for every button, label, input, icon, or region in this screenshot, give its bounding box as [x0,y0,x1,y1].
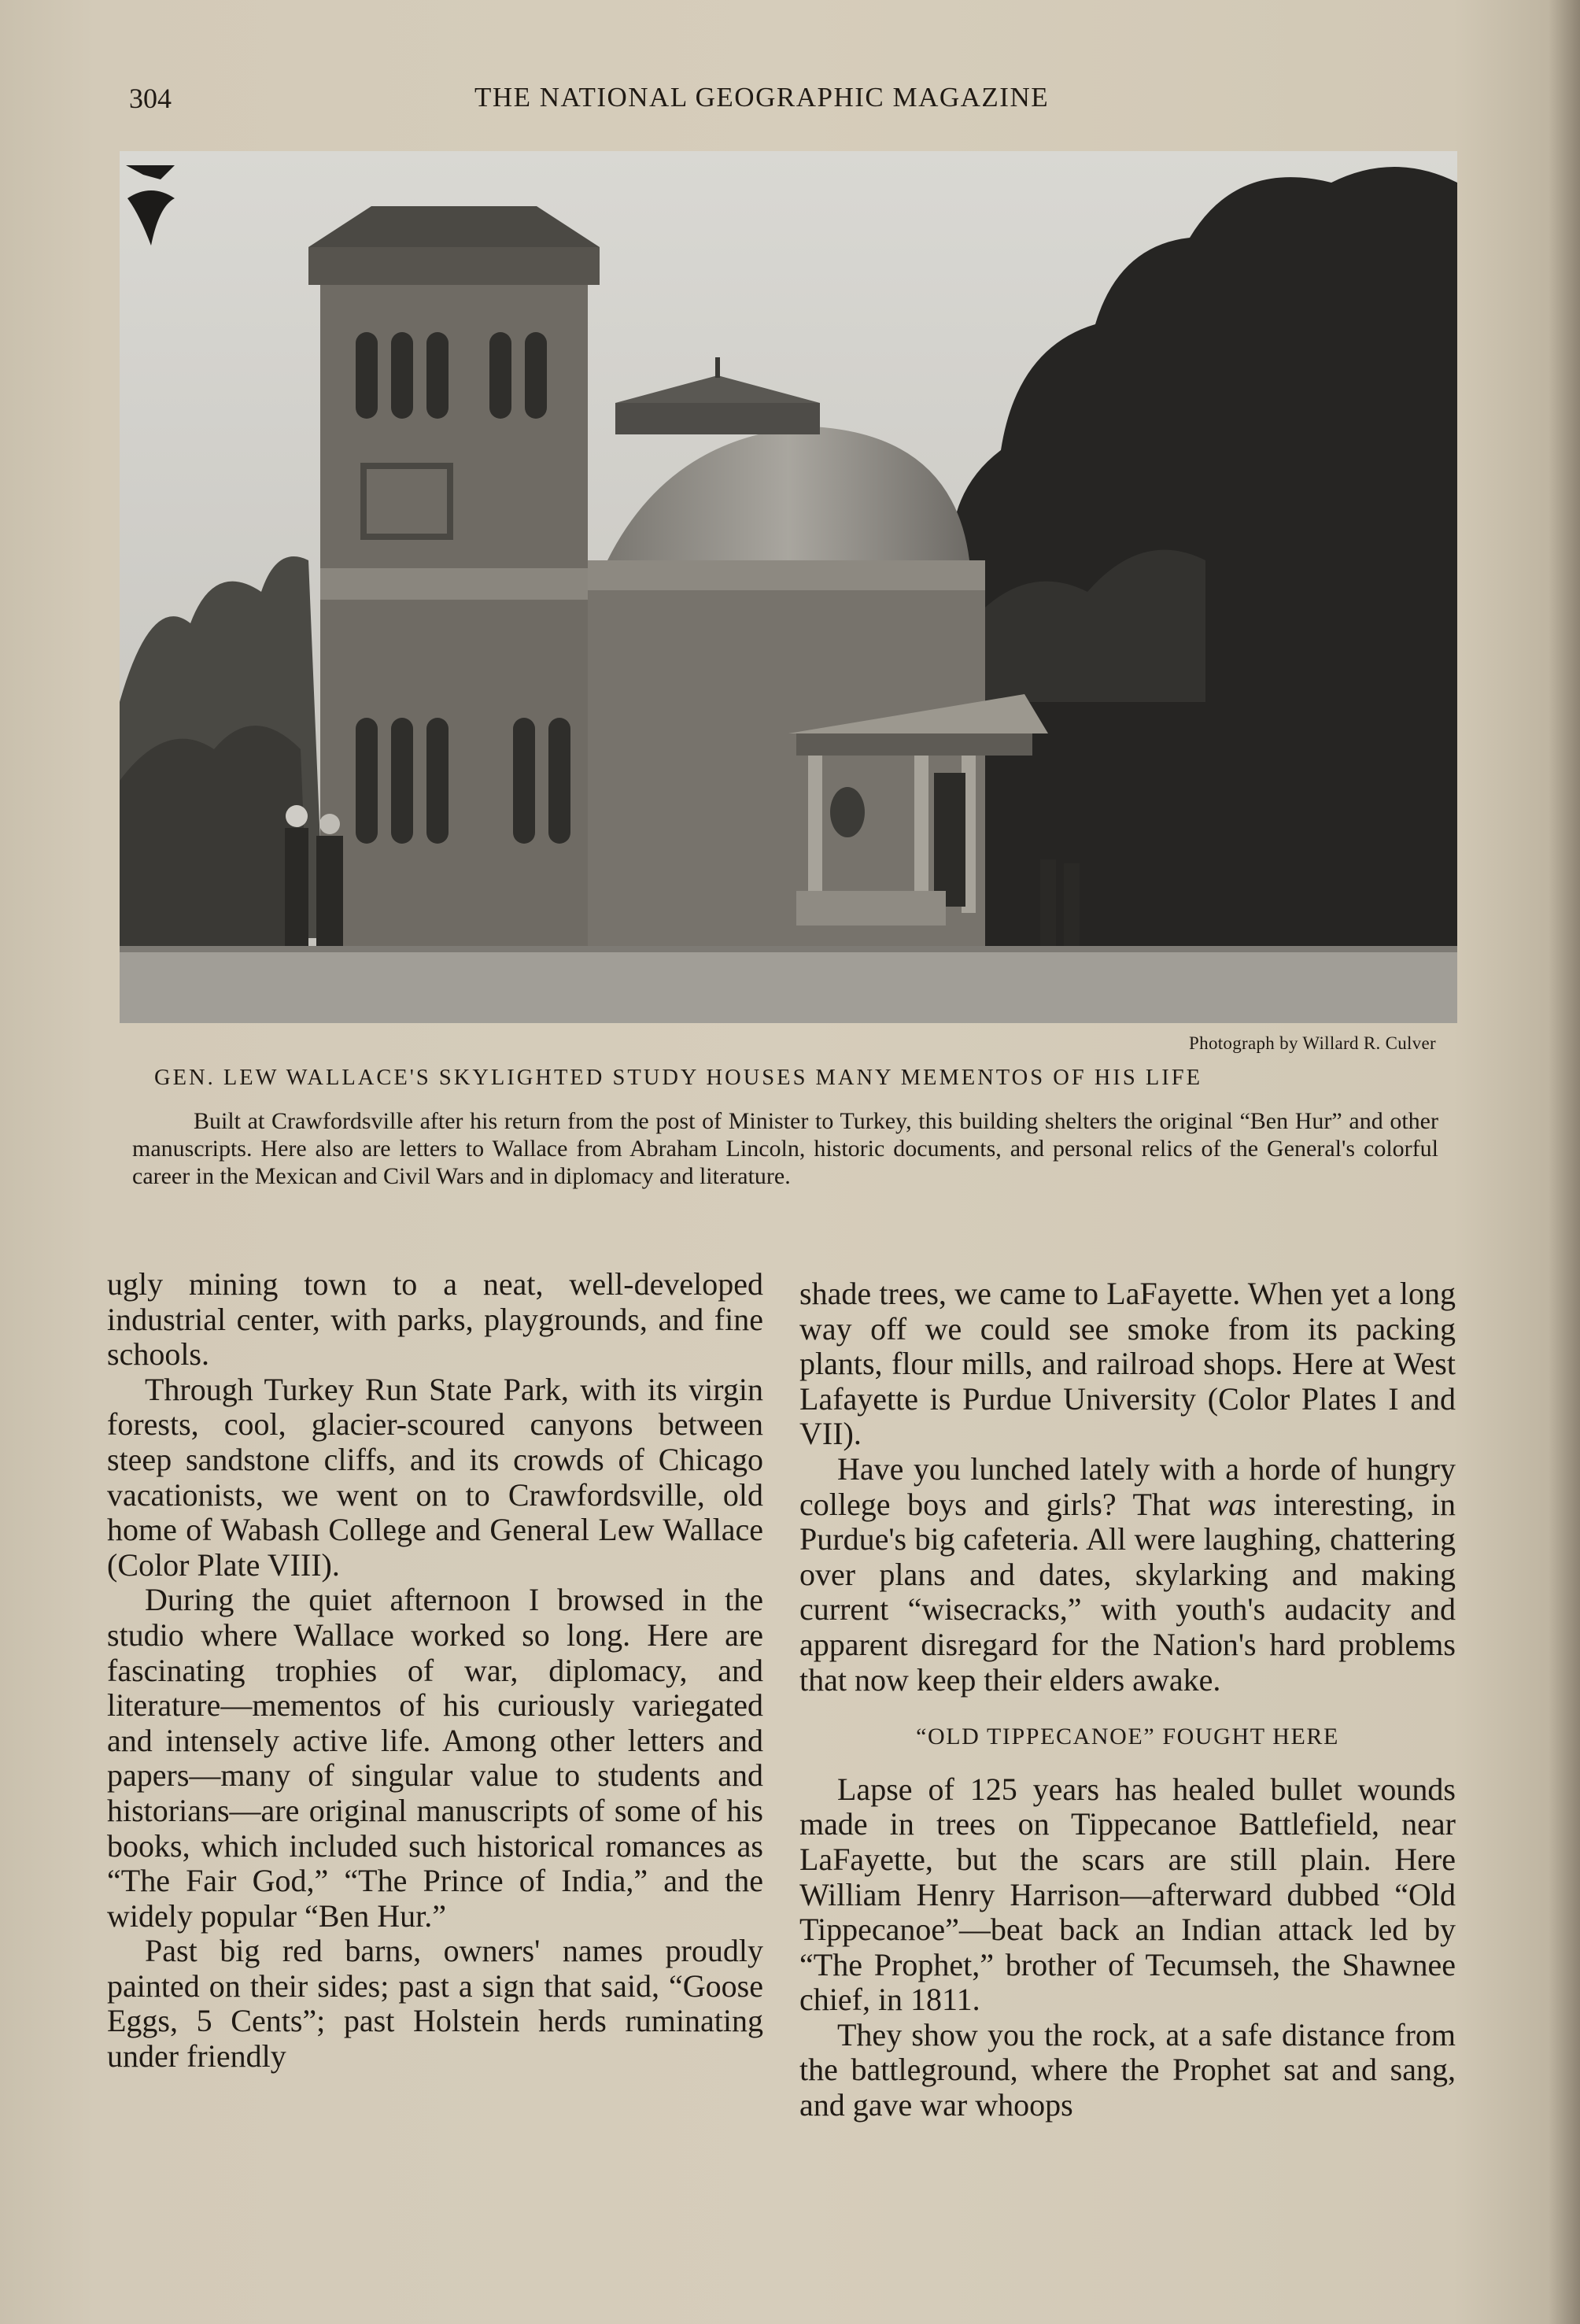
section-subhead: “OLD TIPPECANOE” FOUGHT HERE [916,1724,1339,1750]
right-paragraph-2-part-2: interesting, in Purdue's big cafeteria. All were laughing, chattering over plans and dates, skylarking and making current “wisecracks,” with youth's audacity and apparent disregard for the Nation's hard problems that now keep their elders awake. [799,1486,1456,1698]
right-paragraph-1: shade trees, we came to LaFayette. When yet a long way off we could see smoke from its packing plants, flour mills, and railroad shops. Here at West Lafayette is Purdue University (Color Plates I and VII). [799,1276,1456,1452]
page-number: 304 [129,83,172,114]
page-edge-shadow [1549,0,1580,2324]
left-paragraph-1: ugly mining town to a neat, well-developed industrial center, with parks, playgrounds, and fine schools. [107,1266,763,1373]
right-paragraph-2 [799,1452,1456,1698]
right-paragraph-4: They show you the rock, at a safe distance from the battleground, where the Prophet sat and sang, and gave war whoops [799,2016,1456,2123]
magazine-title: THE NATIONAL GEOGRAPHIC MAGAZINE [474,82,1050,113]
left-paragraph-3: During the quiet afternoon I browsed in the studio where Wallace worked so long. Here are fascinating trophies of war, diplomacy, and literature—mementos of his curiously variegated and intensely active life. Among other letters and papers—many of singular value to students and historians—are original manuscripts of some of his books, which included such historical romances as “The Fair God,” “The Prince of India,” and the widely popular “Ben Hur.” [107,1582,763,1934]
caption-body: Built at Crawfordsville after his return from the post of Minister to Turkey, this building shelters the original “Ben Hur” and other manuscripts. Here also are letters to Wallace from Abraham Lincoln, historic documents, and personal relics of the General's colorful career in the Mexican and Civil Wars and in diplomacy and literature. [132,1108,1438,1189]
running-head [0,82,1580,121]
left-paragraph-4: Past big red barns, owners' names proudly painted on their sides; past a sign that said, “Goose Eggs, 5 Cents”; past Holstein herds ruminating under friendly [107,1933,763,2075]
caption-title: GEN. LEW WALLACE'S SKYLIGHTED STUDY HOUSES MANY MEMENTOS OF HIS LIFE [154,1066,1202,1090]
photo-credit: Photograph by Willard R. Culver [1189,1033,1436,1053]
article-left-column [107,1267,763,2075]
right-paragraph-3: Lapse of 125 years has healed bullet wounds made in trees on Tippecanoe Battlefield, near LaFayette, but the scars are still plain. Here William Henry Harrison—afterward dubbed “Old Tippecanoe”—beat back an Indian attack led by “The Prophet,” brother of Tecumseh, the Shawnee chief, in 1811. [799,1771,1456,2018]
building-photograph [120,151,1457,1023]
right-paragraph-2-part-1: Have you lunched lately with a horde of hungry college boys and girls? That [799,1450,1456,1522]
emphasized-word: was [1207,1486,1257,1522]
left-paragraph-2: Through Turkey Run State Park, with its virgin forests, cool, glacier-scoured canyons between steep sandstone cliffs, and its crowds of Chicago vacationists, we went on to Crawfordsville, old home of Wabash College and General Lew Wallace (Color Plate VIII). [107,1371,763,1583]
article-right-column [799,1277,1456,2123]
